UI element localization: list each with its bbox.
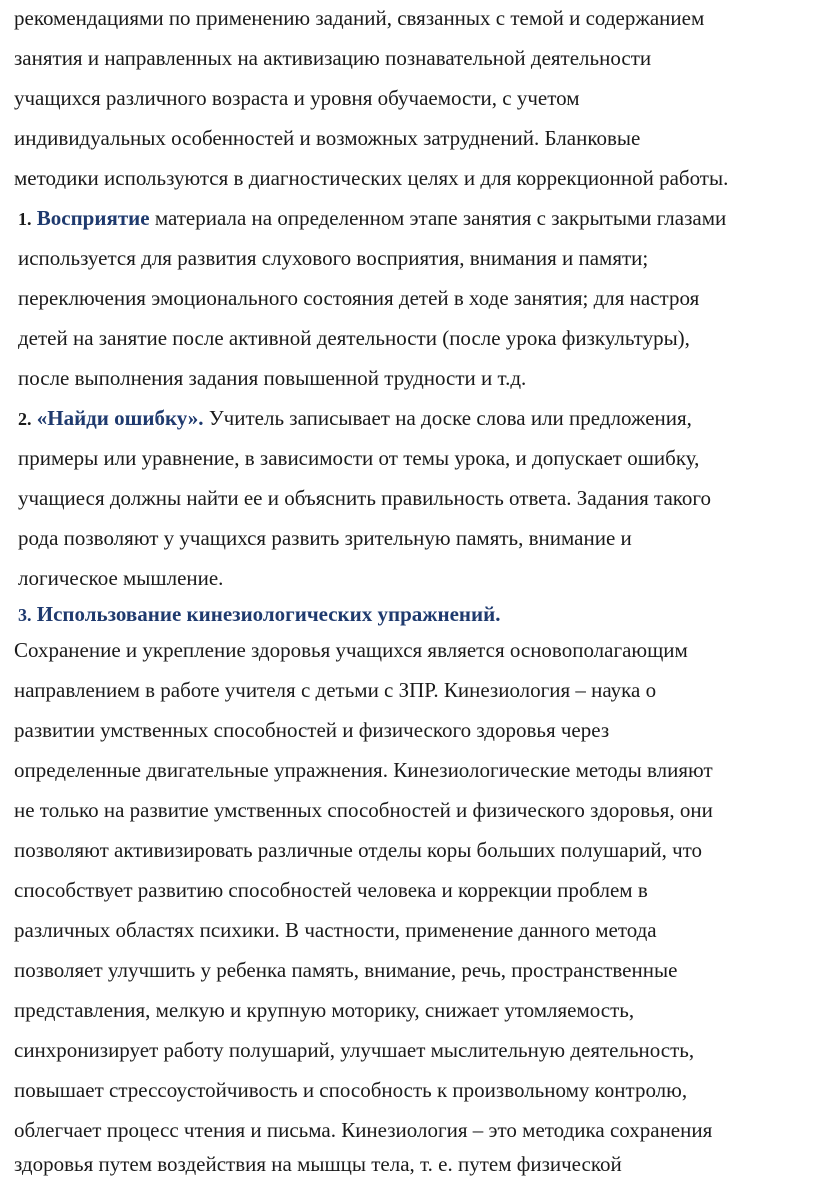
item1-line-2: используется для развития слухового восприятия, внимания и памяти; — [18, 246, 649, 270]
item3-line-1: Сохранение и укрепление здоровья учащихся является основополагающим — [14, 638, 688, 662]
intro-line-5: методики используются в диагностических целях и для коррекционной работы. — [14, 166, 729, 190]
item1-number: 1. — [18, 209, 32, 229]
item1-first-line — [18, 204, 726, 233]
item3-line-4: определенные двигательные упражнения. Кинезиологические методы влияют — [14, 758, 713, 782]
item3-line-11: синхронизирует работу полушарий, улучшает мыслительную деятельность, — [14, 1038, 695, 1062]
item3-line-13: облегчает процесс чтения и письма. Кинезиология – это методика сохранения — [14, 1118, 713, 1142]
intro-line-3: учащихся различного возраста и уровня обучаемости, с учетом — [14, 86, 580, 110]
item2-line-3: учащиеся должны найти ее и объяснить правильность ответа. Задания такого — [18, 486, 712, 510]
item1-first-rest: материала на определенном этапе занятия с закрытыми глазами — [149, 206, 727, 230]
item3-line-5: не только на развитие умственных способностей и физического здоровья, они — [14, 798, 713, 822]
item1-line-4: детей на занятие после активной деятельности (после урока физкультуры), — [18, 326, 690, 350]
item2-title: «Найди ошибку». — [36, 406, 204, 430]
item3-line-14: здоровья путем воздействия на мышцы тела, т. е. путем физической — [14, 1152, 622, 1176]
item3-line-9: позволяет улучшить у ребенка память, внимание, речь, пространственные — [14, 958, 678, 982]
item3-line-10: представления, мелкую и крупную моторику, снижает утомляемость, — [14, 998, 635, 1022]
item1-line-3: переключения эмоционального состояния детей в ходе занятия; для настроя — [18, 286, 700, 310]
item3-line-6: позволяют активизировать различные отделы коры больших полушарий, что — [14, 838, 703, 862]
item3-line-7: способствует развитию способностей человека и коррекции проблем в — [14, 878, 648, 902]
item3-heading — [18, 600, 500, 629]
item1-line-5: после выполнения задания повышенной трудности и т.д. — [18, 366, 527, 390]
item3-line-3: развитии умственных способностей и физического здоровья через — [14, 718, 610, 742]
intro-line-4: индивидуальных особенностей и возможных затруднений. Бланковые — [14, 126, 641, 150]
item3-line-2: направлением в работе учителя с детьми с ЗПР. Кинезиология – наука о — [14, 678, 657, 702]
item3-line-8: различных областях психики. В частности, применение данного метода — [14, 918, 657, 942]
item3-line-12: повышает стрессоустойчивость и способность к произвольному контролю, — [14, 1078, 688, 1102]
item2-number: 2. — [18, 409, 32, 429]
item2-line-4: рода позволяют у учащихся развить зрительную память, внимание и — [18, 526, 632, 550]
item3-title: Использование кинезиологических упражнений. — [36, 602, 501, 626]
intro-line-1: рекомендациями по применению заданий, связанных с темой и содержанием — [14, 6, 705, 30]
item3-number: 3. — [18, 605, 32, 625]
item2-first-line — [18, 404, 692, 433]
item2-line-5: логическое мышление. — [18, 566, 224, 590]
intro-line-2: занятия и направленных на активизацию познавательной деятельности — [14, 46, 652, 70]
item1-title: Восприятие — [36, 206, 150, 230]
item2-first-rest: Учитель записывает на доске слова или предложения, — [203, 406, 692, 430]
item2-line-2: примеры или уравнение, в зависимости от темы урока, и допускает ошибку, — [18, 446, 700, 470]
